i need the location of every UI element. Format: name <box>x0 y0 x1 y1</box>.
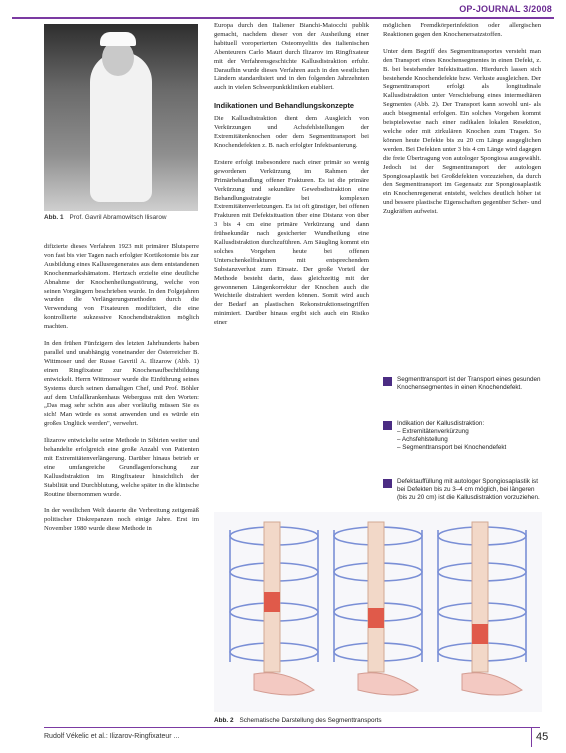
note-text: Segmenttransport ist der Transport eines gesunden Knochensegmentes in einen Knochendefekt. <box>397 376 541 391</box>
note-text: Defektauffüllung mit autologer Spongiosaplastik ist bei Defekten bis zu 3–4 cm möglich, bei längeren (bis zu 20 cm) ist die Kallusdistraktion vorzuziehen. <box>397 478 540 501</box>
figure-2-diagram <box>214 512 542 712</box>
figure-2-caption <box>214 717 542 724</box>
paragraph: difizierte dieses Verfahren 1923 mit primärer Blutsperre von fast bis vier Tagen nach erfolgter Kortikotomie bis zur Ausbildung eines Kallusregenerates aus dem entstandenen Knochenmarkshämatom. Hertzsch erzielte eine deutliche Abnahme der Knochenheilungsstörung, welche von seinen Vorgängern beschrieben wurde. In den Folgejahren wurden die Verlängerungsmethoden durch die Verwendung von Fixateuren modifiziert, die eine kontrollierte sukzessive Knochendistraktion möglich machten. <box>44 243 199 331</box>
note-text: Indikation der Kallusdistraktion: – Extremitätenverkürzung – Achsfehlstellung – Segmenttransport bei Knochendefekt <box>397 420 507 451</box>
paragraph: Ilizarow entwickelte seine Methode in Sibirien weiter und behandelte erfolgreich eine große Anzahl von Patienten mit Extremitätenverlängerung. Darüber hinaus betrieb er eine umfangreiche Grundlagenforschung zur Kallusdistraktion im Ringfixateur hinsichtlich der Stabilität und Durchblutung, welche später in die klinische Routine übernommen wurde. <box>44 437 199 498</box>
surgeon-cap <box>100 32 136 46</box>
note-marker-icon <box>383 479 392 488</box>
figure-2-caption-text: Schematische Darstellung des Segmenttransports <box>239 717 382 724</box>
column-2 <box>214 22 369 336</box>
footer-author: Rudolf Vékelic et al.: Ilizarov-Ringfixateur ... <box>44 733 180 740</box>
note-marker-icon <box>383 421 392 430</box>
note-box <box>383 478 541 502</box>
section-heading: Indikationen und Behandlungskonzepte <box>214 101 355 111</box>
column-1 <box>44 243 199 542</box>
journal-title: OP-JOURNAL 3/2008 <box>459 4 552 14</box>
figure-1-caption-text: Prof. Gavril Abramowitsch Ilisarow <box>69 214 167 221</box>
figure-1-caption <box>44 214 199 221</box>
footer-separator <box>531 727 532 747</box>
column-3 <box>383 22 541 225</box>
page-number: 45 <box>536 731 549 743</box>
paragraph: möglichen Fremdkörperinfektion oder allergischen Reaktionen gegen den Knochenersatzstoffen. <box>383 22 541 38</box>
figure-2-label: Abb. 2 <box>214 717 234 724</box>
note-marker-icon <box>383 377 392 386</box>
paragraph: In den frühen Fünfzigern des letzten Jahrhunderts haben parallel und unabhängig voneinander der Österreicher B. Wittmoser und der Russe Gavriil A. Ilizarow (Abb. 1) einen Ringfixateur zur Knochenaufbechtbildung entwickelt. Herrn Wittmoser wurde die Einführung seines Systems durch seinen damaligen Chef, und Prof. Böhler auf dem Unfallkrankenhaus Weberguss mit den Worten: „Das mag sehr schön aus aber vorläufig müssen Sie es sich! Man würde es sonst anwenden und es würde ein großes Unglück werden", verwehrt. <box>44 340 199 428</box>
note-box <box>383 376 541 392</box>
header-rule <box>12 17 554 19</box>
note-box <box>383 420 541 452</box>
footer-rule <box>44 727 540 728</box>
paragraph: Erstere erfolgt insbesondere nach einer primär so wenig gewordenen Verkürzung im Rahmen der Primärbehandlung offener Frakturen. Es ist die primäre Verkürzung und sekundäre Gewebsdistraktion eine Behandlungsstrategie bei komplexen Extremitätenverletzungen. Es ist oft günstiger, bei offenen Frakturen mit Defektsituation über eine Distanz von über 3 bis 4 cm eine primäre Verkürzung und dann frühsekundär nach gesicherter Wundheilung eine Kallusdistraktion durchzuführen. Am Säugling kommt ein solches Vorgehen heute bei offenen Unterschenkelfrakturen mit entsprechendem Substanzverlust zum Einsatz. Der große Vorteil der Methode besteht darin, dass gleichzeitig mit der gewonnenen Längenkorrektur der Knochen auch die Weichteile distrahiert werden können. Somit wird auch der Bedarf an plastischen Rekonstruktionseingriffen minimiert. Darüber hinaus ergibt sich auch ein Risiko einer <box>214 158 369 327</box>
paragraph: In der westlichen Welt dauerte die Verbreitung zeitgemäß politischer Diskrepanzen noch einige Jahre. Erst im November 1980 wurde diese Methode in <box>44 507 199 533</box>
figure-1-photo <box>44 24 198 211</box>
paragraph: Europa durch den Italiener Bianchi-Maiocchi publik gemacht, nachdem dieser von der Ausheilung einer habituell voroperierten Osteomyelitis des italienischen Abenteurers Carlo Mauri durch Ilizarov im Ringfixateur mit der Verfahrensgeschichte Kallusdistraktion erfuhr. Daraufhin wurde dieses Verfahren auch in den westlichen Ländern standardisiert und in den folgenden Jahrzehnten auch in vielen Schwerpunktkliniken etabliert. <box>214 22 369 92</box>
paragraph: Unter dem Begriff des Segmenttransportes versteht man den Transport eines Knochensegmentes in einen Defekt, z. B. bei bestehender Infektsituation. Hierdurch lassen sich bestehende Knochendefekte bzw. Verluste ausgleichen. Der Segmenttransport erfolgt als longitudinale Kallusdistraktion unter Verschiebung eines intermediären Segmentes (Abb. 2). Der Transport kann sowohl uni- als auch bisegmental erfolgen. Ein solches Vorgehen kommt beispielsweise nach einer radikalen lokalen Resektion, welche oder mit zirkulären Knochen zum Tragen. So können heute Defekte bis zu 20 cm Länge ausgeglichen werden. Bei Defekten unter 3 bis 4 cm Länge wird dagegen die freie Übertragung von autologer Spongiosa ausgewählt. Jedoch ist der Segmenttransport der autologen Spongiosaplastik bei Großdefekten vorzuziehen, da durch den Segmenttransport im Gegensatz zur Spongiosaplastik ein Knochenregenerat entsteht, welches deutlich höher ist und bessere plastische Eigenschaften gegenüber Scher- und Zugkräften aufweist. <box>383 47 541 216</box>
paragraph: Die Kallusdistraktion dient dem Ausgleich von Verkürzungen und Achsfehlstellungen der Extremitätenknochen oder dem Segmenttransport bei Knochendefekten z. B. nach erfolgter Infektsanierung. <box>214 115 369 149</box>
figure-1-label: Abb. 1 <box>44 214 64 221</box>
